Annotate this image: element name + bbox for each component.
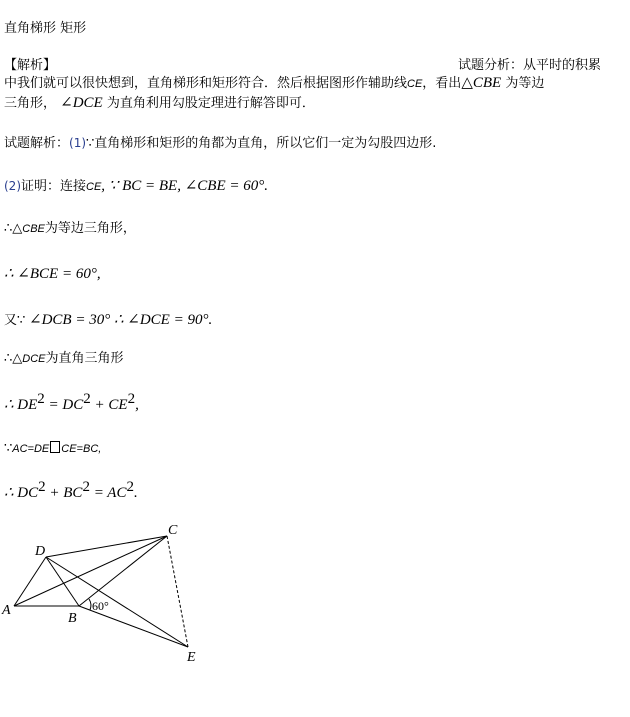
geometry-figure <box>0 515 230 665</box>
solution-line-angle-dce: 又∵ ∠DCB = 30° ∴ ∠DCE = 90°. <box>4 312 213 328</box>
analysis-right-label: 试题分析：从平时的积累 <box>458 58 602 73</box>
segment-ce-dashed <box>167 536 188 647</box>
angle-arc-b <box>89 599 91 610</box>
segment-bc <box>79 536 167 606</box>
label-a: A <box>2 603 11 618</box>
label-e: E <box>187 650 196 665</box>
label-d: D <box>35 544 46 559</box>
missing-glyph-box <box>50 441 60 453</box>
segment-dc <box>46 536 167 557</box>
solution-line-conclusion: ∴ $DC^2 + BC^2 = AC^2$. <box>4 479 138 501</box>
segment-de <box>46 557 188 647</box>
solution-line-equilateral: ∴△CBE为等边三角形， <box>4 221 136 236</box>
solution-line-right-triangle: ∴△DCE为直角三角形 <box>4 351 124 366</box>
analysis-label: 【解析】 <box>4 58 57 73</box>
label-angle-60: 60° <box>92 599 109 613</box>
solution-line-angle-bce: ∴ ∠BCE = 60°, <box>4 266 101 282</box>
segment-db <box>46 557 79 606</box>
solution-line-given: ∵AC=DE CE=BC, <box>4 441 102 456</box>
analysis-label-line <box>4 57 56 75</box>
label-c: C <box>168 523 178 538</box>
solution-line-pythagoras: ∴ $DE^2 = DC^2 + CE^2$, <box>4 391 139 413</box>
label-b: B <box>68 611 77 626</box>
analysis-line-2: 中我们就可以很快想到，直角梯形和矩形符合．然后根据图形作辅助线CE，看出△CBE 为等边 <box>4 75 545 91</box>
topic-title: 直角梯形 矩形 <box>4 21 87 36</box>
analysis-line-3: 三角形， ∠DCE 为直角利用勾股定理进行解答即可． <box>4 95 315 111</box>
solution-part-1: 试题解析：(1)∵直角梯形和矩形的角都为直角，所以它们一定为勾股四边形. <box>4 136 437 151</box>
solution-part-2: (2)证明：连接CE, ∵ BC = BE, ∠CBE = 60°. <box>4 178 268 194</box>
